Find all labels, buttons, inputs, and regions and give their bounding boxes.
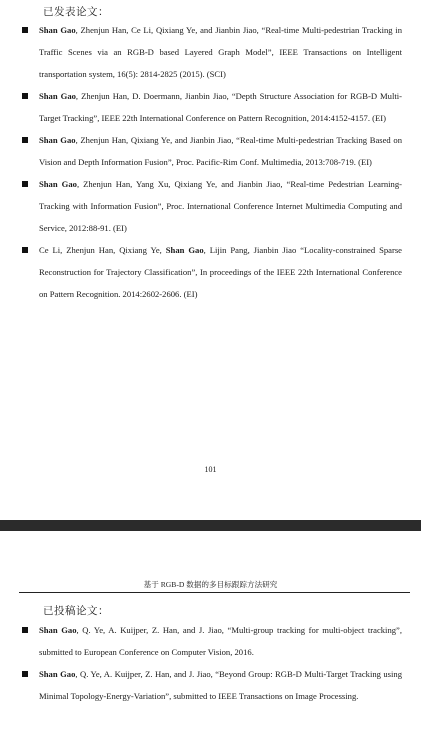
square-bullet-icon (22, 671, 28, 677)
citation-text: , Lijin Pang, Jianbin Jiao “Locality-constrained Sparse Reconstruction for Trajectory Classification”, In proceedings of the IEEE 22th International Conference on Pattern Recognition. 2014:2602-2606. (EI) (39, 245, 402, 299)
square-bullet-icon (22, 27, 28, 33)
square-bullet-icon (22, 627, 28, 633)
running-header: 基于 RGB-D 数据的多目标跟踪方法研究 (143, 580, 278, 589)
publication-item (0, 19, 421, 85)
submitted-papers-heading: 已投稿论文： (43, 606, 109, 617)
citation-text: , Zhenjun Han, Ce Li, Qixiang Ye, and Jianbin Jiao, “Real-time Multi-pedestrian Tracking in Traffic Scenes via an RGB-D based Layered Graph Model”, IEEE Transactions on Intelligent transportation system, 16(5): 2814-2825 (2015). (SCI) (39, 25, 402, 79)
citation-text: , Zhenjun Han, D. Doermann, Jianbin Jiao, “Depth Structure Association for RGB-D Multi-Target Tracking”, IEEE 22th International Conference on Pattern Recognition, 2014:4152-4157. (EI) (39, 91, 402, 123)
author-bold: Shan Gao (39, 25, 76, 35)
citation-text: , Zhenjun Han, Qixiang Ye, and Jianbin Jiao, “Real-time Multi-pedestrian Tracking Based on Vision and Depth Information Fusion”, Proc. Pacific-Rim Conf. Multimedia, 2013:708-719. (EI) (39, 135, 402, 167)
square-bullet-icon (22, 137, 28, 143)
author-bold: Shan Gao (39, 669, 76, 679)
author-bold: Shan Gao (39, 135, 76, 145)
publication-item (0, 129, 421, 173)
author-bold: Shan Gao (165, 245, 204, 255)
author-bold: Shan Gao (39, 625, 77, 635)
submission-item (0, 663, 421, 707)
published-papers-list (0, 19, 421, 305)
citation-text: , Zhenjun Han, Yang Xu, Qixiang Ye, and Jianbin Jiao, “Real-time Pedestrian Learning-Tracking with Information Fusion”, Proc. International Conference Internet Multimedia Computing and Service, 2012:88-91. (EI) (39, 179, 402, 233)
publication-item (0, 85, 421, 129)
page-separator (0, 520, 421, 531)
submission-item (0, 619, 421, 663)
square-bullet-icon (22, 93, 28, 99)
publication-item (0, 239, 421, 305)
publication-item (0, 173, 421, 239)
author-bold: Shan Gao (39, 179, 77, 189)
citation-text: , Q. Ye, A. Kuijper, Z. Han, and J. Jiao, “Multi-group tracking for multi-object tracking”, submitted to European Conference on Computer Vision, 2016. (39, 625, 402, 657)
citation-text: , Q. Ye, A. Kuijper, Z. Han, and J. Jiao, “Beyond Group: RGB-D Multi-Target Tracking using Minimal Topology-Energy-Variation”, submitted to IEEE Transactions on Image Processing. (39, 669, 403, 701)
citation-prefix: Ce Li, Zhenjun Han, Qixiang Ye, (39, 245, 166, 255)
square-bullet-icon (22, 247, 28, 253)
header-rule (19, 592, 410, 593)
page-number: 101 (204, 465, 217, 474)
next-page (0, 531, 421, 741)
author-bold: Shan Gao (39, 91, 76, 101)
square-bullet-icon (22, 181, 28, 187)
submitted-papers-list (0, 619, 421, 707)
published-papers-heading: 已发表论文： (43, 7, 109, 18)
